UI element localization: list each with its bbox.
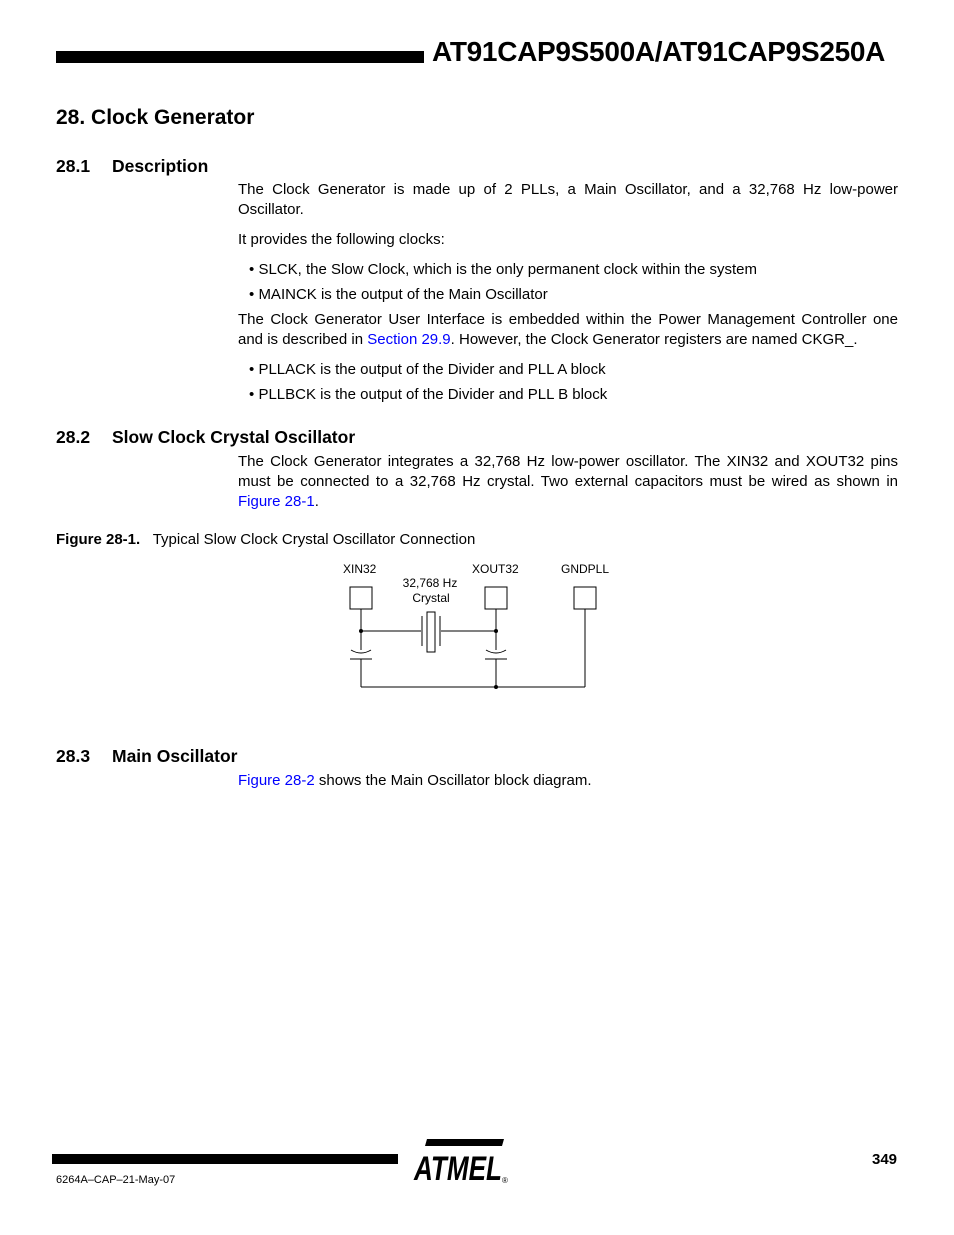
xin32-pin xyxy=(350,587,372,609)
list-item-text: PLLACK is the output of the Divider and PLL A block xyxy=(258,361,606,378)
list-item-text: MAINCK is the output of the Main Oscillator xyxy=(258,286,548,303)
bullet-glyph: • xyxy=(249,261,255,278)
list-item xyxy=(249,385,607,405)
section-heading-description xyxy=(56,156,208,177)
bullet-glyph: • xyxy=(249,361,255,378)
figure-caption xyxy=(56,531,475,548)
document-title: AT91CAP9S500A/AT91CAP9S250A xyxy=(432,36,886,67)
crystal-name-label: Crystal xyxy=(412,591,450,605)
slow-clock-para: The Clock Generator integrates a 32,768 Hz low-power oscillator. The XIN32 and XOUT32 pins must be connected to a 32,768 Hz crystal. Two external capacitors must be wired as shown in Figure 28-1. xyxy=(238,453,898,510)
description-para1: The Clock Generator is made up of 2 PLLs, a Main Oscillator, and a 32,768 Hz low-power Oscillator. xyxy=(238,181,898,218)
section-number: 28.1 xyxy=(56,156,91,176)
header-bar xyxy=(56,51,424,63)
gndpll-label: GNDPLL xyxy=(561,562,610,576)
gndpll-pin xyxy=(574,587,596,609)
figure-28-1-link[interactable]: Figure 28-1 xyxy=(238,493,315,510)
crystal-symbol xyxy=(422,612,496,652)
list-item xyxy=(249,260,757,280)
crystal-oscillator-diagram xyxy=(330,556,630,696)
junction-dot xyxy=(494,629,498,633)
junction-dot xyxy=(494,685,498,689)
xin32-net xyxy=(350,609,421,687)
figure-28-2-link[interactable]: Figure 28-2 xyxy=(238,772,315,789)
chapter-heading: 28. Clock Generator xyxy=(56,106,255,129)
section-number: 28.2 xyxy=(56,427,91,447)
bullet-glyph: • xyxy=(249,286,255,303)
section-title: Main Oscillator xyxy=(112,746,238,766)
page-number: 349 xyxy=(872,1151,898,1168)
xout32-net xyxy=(485,609,507,687)
section-title: Description xyxy=(112,156,209,176)
list-item-text: PLLBCK is the output of the Divider and PLL B block xyxy=(258,386,608,403)
list-item xyxy=(249,285,548,305)
document-id: 6264A–CAP–21-May-07 xyxy=(56,1174,176,1186)
description-para3: The Clock Generator User Interface is embedded within the Power Management Controller one and is described in Section 29.9. However, the Clock Generator registers are named CKGR_. xyxy=(238,311,898,348)
section-number: 28.3 xyxy=(56,746,91,766)
xout32-label: XOUT32 xyxy=(472,562,519,576)
ground-net xyxy=(361,609,585,687)
section-29-9-link[interactable]: Section 29.9 xyxy=(367,331,451,348)
crystal-frequency-label: 32,768 Hz xyxy=(402,576,458,590)
section-title: Slow Clock Crystal Oscillator xyxy=(112,427,356,447)
xout32-pin xyxy=(485,587,507,609)
logo-wordmark: ATMEL xyxy=(413,1150,502,1187)
description-para2: It provides the following clocks: xyxy=(238,231,445,248)
list-item-text: SLCK, the Slow Clock, which is the only permanent clock within the system xyxy=(258,261,757,278)
section-heading-main-oscillator xyxy=(56,746,237,767)
footer-bar xyxy=(52,1154,398,1164)
main-oscillator-para: Figure 28-2 shows the Main Oscillator block diagram. xyxy=(238,772,592,789)
section-heading-slow-clock xyxy=(56,427,355,448)
figure-caption-text: Typical Slow Clock Crystal Oscillator Connection xyxy=(152,531,476,548)
xin32-label: XIN32 xyxy=(343,562,377,576)
list-item xyxy=(249,360,606,380)
figure-number: Figure 28-1. xyxy=(56,531,141,548)
junction-dot xyxy=(359,629,363,633)
atmel-logo xyxy=(408,1135,512,1187)
bullet-glyph: • xyxy=(249,386,255,403)
registered-mark: ® xyxy=(502,1176,508,1185)
